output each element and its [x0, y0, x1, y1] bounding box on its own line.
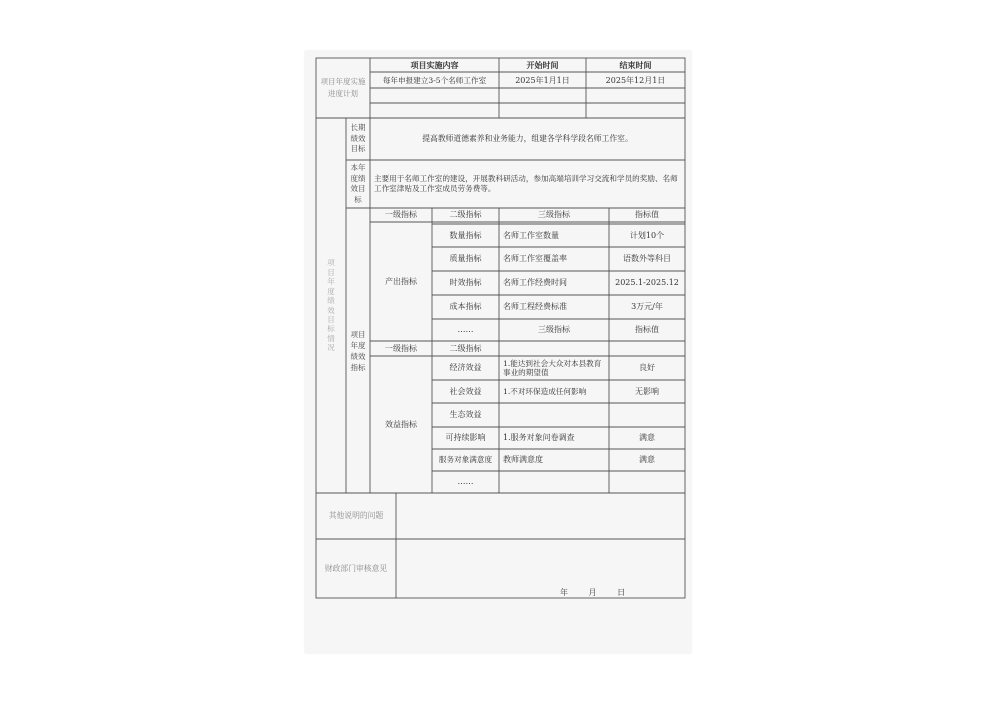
output-value: 计划10个: [629, 230, 665, 240]
annual-indicator-label: 项目年度绩效指标: [350, 329, 366, 372]
performance-section-label: 项目年度绩效目标情况: [327, 258, 335, 353]
output-level3: 名师工作室数量: [503, 230, 559, 240]
output-level3: 名师工程经费标准: [503, 302, 567, 311]
output-value: 语数外等科目: [623, 254, 671, 263]
schedule-section-label: 项目年度实施进度计划: [320, 77, 366, 98]
output-indicator-label: 产出指标: [385, 276, 417, 286]
output-value: 2025.1-2025.12: [615, 278, 679, 287]
date-line: 年 月 日: [560, 588, 626, 597]
other-issues-label: 其他说明的问题: [328, 511, 384, 520]
benefit-indicator-label: 效益指标: [385, 419, 417, 429]
benefit-level2: ……: [457, 477, 474, 486]
column-level1: 一级指标: [385, 210, 417, 219]
benefit-level3: 1.能达到社会大众对本县教育事业的期望值: [503, 358, 602, 377]
benefit-level2: 服务对象满意度: [438, 455, 493, 464]
output-level2: 数量指标: [449, 230, 482, 240]
benefit-value: 无影响: [635, 386, 659, 396]
benefit-header-level1: 一级指标: [385, 344, 417, 353]
schedule-row-content: 每年申报建立3-5个名师工作室: [382, 75, 487, 85]
benefit-level2: 社会效益: [449, 386, 482, 396]
long-term-goal-label: 长期绩效目标: [350, 123, 366, 154]
annual-goal-label: 本年度绩效目标: [350, 163, 366, 204]
annual-goal-text: 主要用于名师工作室的建设，开展教科研活动，参加高端培训学习交流和学员的奖励、名师工作室津贴及工作室成员劳务费等。: [374, 174, 678, 193]
output-value: 指标值: [635, 325, 659, 334]
output-value: 3万元/年: [631, 302, 663, 311]
benefit-value: 满意: [639, 433, 655, 442]
benefit-value: 满意: [639, 455, 655, 464]
output-level3: 三级指标: [538, 325, 570, 334]
schedule-header-start: 开始时间: [526, 60, 559, 70]
column-level2: 二级指标: [449, 210, 482, 219]
output-level2: 质量指标: [449, 254, 482, 263]
column-value: 指标值: [635, 210, 659, 219]
finance-review-label: 财政部门审核意见: [324, 563, 388, 573]
benefit-level3: 1.服务对象问卷调查: [503, 433, 575, 442]
output-level3: 名师工作室覆盖率: [503, 254, 567, 263]
schedule-header-end: 结束时间: [619, 60, 652, 70]
benefit-level2: 可持续影响: [445, 433, 486, 442]
long-term-goal-text: 提高教师道德素养和业务能力，组建各学科学段名师工作室。: [422, 134, 633, 143]
output-level2: 成本指标: [449, 302, 482, 311]
schedule-row-end: 2025年12月1日: [605, 75, 666, 85]
benefit-header-level2: 二级指标: [449, 344, 482, 353]
column-level3: 三级指标: [538, 210, 570, 219]
benefit-level2: 经济效益: [449, 363, 482, 372]
benefit-level2: 生态效益: [449, 410, 482, 419]
schedule-header-content: 项目实施内容: [410, 60, 459, 70]
output-level2: 时效指标: [449, 278, 482, 287]
benefit-level3: 教师满意度: [503, 455, 543, 464]
schedule-row-start: 2025年1月1日: [515, 75, 570, 85]
benefit-value: 良好: [639, 363, 655, 372]
output-level3: 名师工作经费时间: [503, 278, 567, 287]
output-level2: ……: [457, 325, 474, 334]
benefit-level3: 1.不对环保造成任何影响: [503, 386, 587, 396]
